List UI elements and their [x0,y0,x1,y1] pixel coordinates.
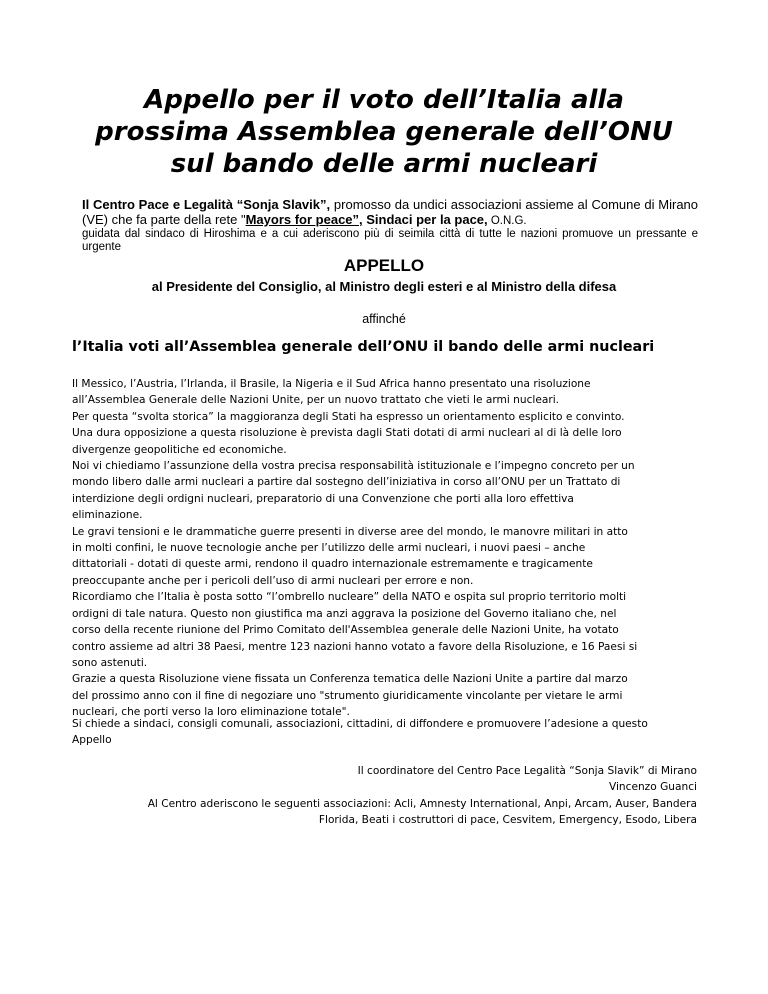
body-line: interdizione degli ordigni nucleari, preparatorio di una Convenzione che porti alla loro effettiva [72,492,574,505]
signature-block [57,763,697,829]
body-text [72,376,702,721]
body-line: contro assieme ad altri 38 Paesi, mentre 123 nazioni hanno votato a favore della Risoluzione, e 16 Paesi si [72,640,638,653]
body-line: Noi vi chiediamo l’assunzione della vostra precisa responsabilità istituzionale e l’impegno concreto per un [72,460,635,473]
appello-heading: APPELLO [343,256,425,275]
signature-line: Il coordinatore del Centro Pace Legalità “Sonja Slavik” di Mirano [357,765,697,777]
call-line: Appello [72,734,112,747]
title-line-2: prossima Assemblea generale dell’ONU [95,117,673,147]
body-line: mondo libero dalle armi nucleari a partire dal sostegno dell’iniziativa in corso all’ONU per un Trattato di [72,476,621,489]
document-title [60,84,708,180]
intro-text: promosso da undici associazioni assieme al Comune di Mirano (VE) che fa parte della rete " [82,197,699,227]
body-line: Grazie a questa Risoluzione viene fissata un Conferenza tematica delle Nazioni Unite a partire dal marzo [72,673,628,686]
affinche-line: affinché [362,312,406,326]
body-line: dittatoriali - dotati di queste armi, rendono il quadro internazionale estremamente e tragicamente [72,558,593,571]
body-line: all’Assemblea Generale delle Nazioni Unite, per un nuovo trattato che vieti le armi nucleari. [72,394,560,407]
body-line: Per questa “svolta storica” la maggioranza degli Stati ha espresso un orientamento esplicito e convinto. [72,410,625,423]
body-line: in molti confini, le nuove tecnologie anche per l’utilizzo delle armi nucleari, i nuovi paesi – anche [72,542,586,555]
body-line: Le gravi tensioni e le drammatiche guerre presenti in diverse aree del mondo, le manovre militari in atto [72,525,628,538]
associations-line: Florida, Beati i costruttori di pace, Cesvitem, Emergency, Esodo, Libera [318,814,697,827]
org-name: Il Centro Pace e Legalità “Sonja Slavik”, [82,197,331,212]
call-line: Si chiede a sindaci, consigli comunali, associazioni, cittadini, di diffondere e promuovere l’adesione a questo [72,718,648,730]
body-line: eliminazione. [72,509,143,522]
title-line-3: sul bando delle armi nucleari [170,149,598,179]
body-line: sono astenuti. [72,656,148,669]
call-to-action [72,716,702,749]
body-line: del prossimo anno con il fine di negoziare uno "strumento giuridicamente vincolante per vietare le armi [72,689,623,702]
title-line-1: Appello per il voto dell’Italia alla [144,85,624,115]
ong-label: O.N.G. [487,215,527,227]
body-line: Ricordiamo che l’Italia è posta sotto “l’ombrello nucleare” della NATO e ospita sul proprio territorio molti [72,591,627,604]
intro-small-text: guidata dal sindaco di Hiroshima e a cui aderiscono più di seimila città di tutte le nazioni promuove un pressante e urgente [82,228,698,253]
signature-name: Vincenzo Guanci [608,781,697,794]
body-line: Una dura opposizione a questa risoluzione è prevista dagli Stati dotati di armi nucleari al di là delle loro [72,427,622,440]
body-line: preoccupante anche per i pericoli dell’uso di armi nucleari per errore e non. [72,574,474,587]
body-line: ordigni di tale natura. Questo non giustifica ma anzi aggrava la posizione del Governo italiano che, nel [72,607,617,620]
mayors-for-peace: Mayors for peace”, [245,212,363,227]
subheading: l’Italia voti all’Assemblea generale dell’ONU il bando delle armi nucleari [72,339,655,355]
body-line: corso della recente riunione del Primo Comitato dell'Assemblea generale delle Nazioni Unite, ha votato [72,624,619,637]
body-line: nucleari, che porti verso la loro eliminazione totale". [72,706,350,719]
body-line: divergenze geopolitiche ed economiche. [72,443,287,456]
intro-paragraph [82,197,698,254]
body-line: Il Messico, l’Austria, l’Irlanda, il Brasile, la Nigeria e il Sud Africa hanno presentato una risoluzione [72,378,591,390]
associations-line: Al Centro aderiscono le seguenti associazioni: Acli, Amnesty International, Anpi, Arcam, Auser, Bandera [147,797,697,810]
recipients-line: al Presidente del Consiglio, al Ministro degli esteri e al Ministro della difesa [151,279,617,294]
sindaci-per-la-pace: Sindaci per la pace, [362,212,488,227]
